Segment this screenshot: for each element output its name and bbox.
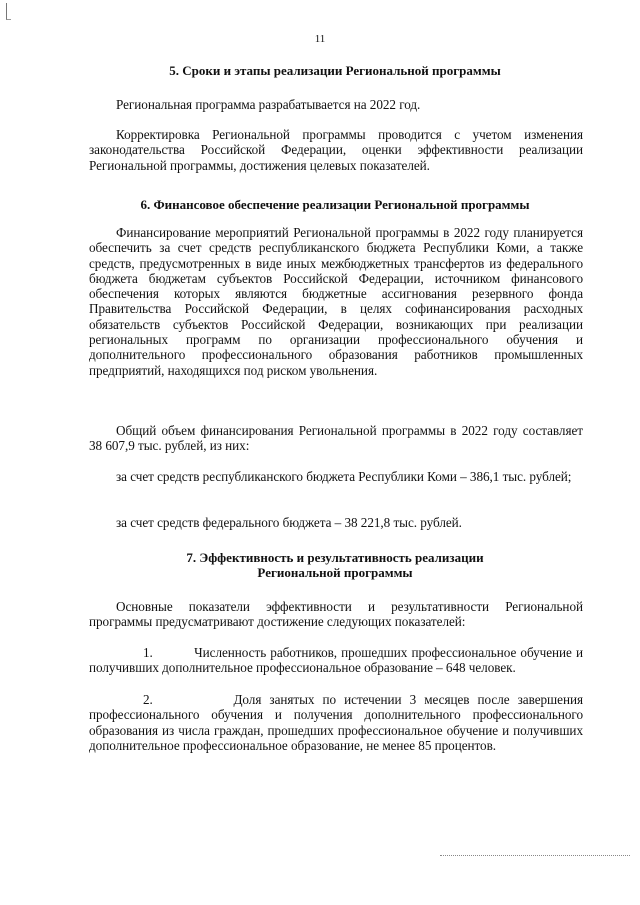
section-7-heading: [80, 550, 590, 580]
list-item-number: 1.: [143, 645, 153, 660]
list-item-number: 2.: [143, 692, 153, 707]
section-5-heading: 5. Сроки и этапы реализации Региональной программы: [169, 63, 501, 78]
section-5-paragraph-2: Корректировка Региональной программы проводится с учетом изменения законодательства Российской Федерации, оценки эффективности реализации Региональной программы, достижения целевых показателей.: [89, 127, 583, 173]
section-7-heading-line-1: 7. Эффективность и результативность реализации: [186, 550, 484, 565]
section-7-heading-line-2: Региональной программы: [257, 565, 413, 580]
section-6-paragraph-2: Общий объем финансирования Региональной программы в 2022 году составляет 38 607,9 тыс. рублей, из них:: [89, 423, 583, 454]
section-6-paragraph-3: за счет средств республиканского бюджета Республики Коми – 386,1 тыс. рублей;: [116, 469, 572, 484]
scan-artifact-line: [440, 855, 630, 856]
page-number: 11: [314, 33, 326, 45]
list-item-1: [89, 645, 583, 676]
section-6-paragraph-4: за счет средств федерального бюджета – 38 221,8 тыс. рублей.: [116, 515, 462, 530]
section-6-paragraph-1: Финансирование мероприятий Региональной программы в 2022 году планируется обеспечить за счет средств республиканского бюджета Республики Коми, а также средств, предусмотренных в виде иных межбюджетных трансфертов из федерального бюджета бюджетам субъектов Российской Федерации, источником финансового обеспечения которых являются бюджетные ассигнования резервного фонда Правительства Российской Федерации, в целях софинансирования расходных обязательств субъектов Российской Федерации, возникающих при реализации региональных программ по организации профессионального обучения и дополнительного профессионального образования работников промышленных предприятий, находящихся под риском увольнения.: [89, 225, 583, 378]
list-item-text: Численность работников, прошедших профессиональное обучение и получивших дополнительное профессиональное образование – 648 человек.: [89, 645, 583, 676]
list-item-2: [89, 692, 583, 753]
section-5-paragraph-1: Региональная программа разрабатывается на 2022 год.: [116, 97, 421, 112]
list-item-text: Доля занятых по истечении 3 месяцев после завершения профессионального обучения и получения дополнительного профессионального образования из числа граждан, прошедших профессиональное обучение и получивших дополнительное профессиональное образование, не менее 85 процентов.: [89, 692, 583, 753]
section-6-heading: 6. Финансовое обеспечение реализации Региональной программы: [140, 197, 530, 212]
scan-artifact: [6, 3, 11, 20]
section-7-paragraph-1: Основные показатели эффективности и результативности Региональной программы предусматривают достижение следующих показателей:: [89, 599, 583, 630]
